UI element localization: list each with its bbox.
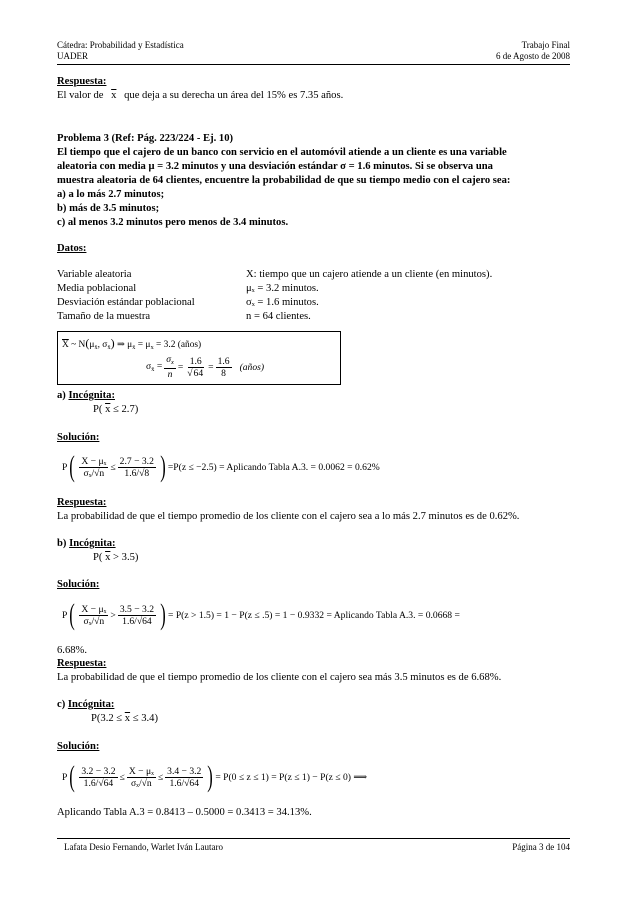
a-equation: P ( $\frac{\text{X − μₓ}}{\text{σₓ/√n}}$ ≤ $\frac{2.7 - 3.2}{1.6/√8}$ ) =P(z ≤ −2.5) = Aplicando Tabla A.3. = 0.0062 = 0.62%: [62, 450, 380, 483]
c-expr: [91, 712, 158, 725]
problema-line-4: a) a lo más 2.7 minutos;: [57, 189, 165, 200]
formula-anos: (años): [239, 361, 265, 373]
b-equation: P ( $\frac{\text{X − μₓ}}{\text{σₓ/√n}}$ > $\frac{3.5 - 3.2}{1.6/√64}$ ) = P(z > 1.5) = 1 − P(z ≤ .5) = 1 − 0.9332 = Aplicando Tabla A.3. = 0.0668 =: [62, 598, 460, 631]
b-respuesta-label: Respuesta:: [57, 658, 107, 669]
b-expr-c: > 3.5): [113, 552, 139, 563]
problema-line-5: b) más de 3.5 minutos;: [57, 203, 160, 214]
problema-line-3: muestra aleatoria de 64 clientes, encuentre la probabilidad de que su tiempo medio con el cajero sea:: [57, 175, 511, 186]
datos-label: Datos:: [57, 243, 87, 254]
datos-val-4: n = 64 clientes.: [246, 311, 311, 322]
respuesta-text-a: El valor de: [57, 90, 104, 101]
a-num2: 2.7 − 3.2: [119, 455, 154, 467]
b-num2: 3.5 − 3.2: [119, 603, 155, 615]
respuesta-text: [57, 89, 343, 102]
a-den2: 1.6/√8: [124, 467, 150, 479]
a-num1: X − μₓ: [81, 455, 107, 467]
b-expr: [93, 551, 138, 564]
header-right-line1: Trabajo Final: [521, 40, 570, 50]
a-le: ≤: [110, 461, 116, 473]
c-d3: 1.6/√64: [169, 777, 199, 789]
datos-key-4: Tamaño de la muestra: [57, 311, 151, 322]
footer-authors: Lafata Desio Fernando, Warlet Iván Lautaro: [64, 842, 224, 852]
header-left-line2: UADER: [57, 51, 88, 61]
b-cont: 6.68%.: [57, 645, 88, 656]
b-incognita: [57, 537, 116, 550]
b-expr-a: P(: [93, 552, 103, 563]
a-expr-c: ≤ 2.7): [113, 404, 139, 415]
b-result: = P(z > 1.5) = 1 − P(z ≤ .5) = 1 − 0.9332 = Aplicando Tabla A.3. = 0.0668 =: [168, 609, 460, 621]
datos-key-2: Media poblacional: [57, 283, 137, 294]
c-result: = P(0 ≤ z ≤ 1) = P(z ≤ 1) − P(z ≤ 0) ⟹: [215, 771, 368, 783]
c-expr-a: P(3.2 ≤: [91, 713, 123, 724]
b-inc-label: Incógnita:: [69, 538, 116, 549]
a-expr: [93, 403, 138, 416]
formula-num-2: 1.6: [217, 355, 230, 367]
formula-line-1: $\overline{X}$ ~ $N(\mu_{x̄}$, $\sigma_{x̄}$) ⇒ $\mu_{x̄} = \mu_x = 3.2$ (años): [62, 336, 202, 351]
header-right-line2: 6 de Agosto de 2008: [496, 51, 570, 61]
footer-page-number: Página 3 de 104: [512, 842, 570, 852]
formula-num-1: 1.6: [189, 355, 202, 367]
datos-val-2: μₓ = 3.2 minutos.: [246, 283, 319, 294]
formula-sqrt64: 64: [193, 367, 204, 379]
c-n1: 3.2 − 3.2: [81, 765, 116, 777]
datos-key-1: Variable aleatoria: [57, 269, 132, 280]
a-solucion-label: Solución:: [57, 432, 100, 443]
b-respuesta: La probabilidad de que el tiempo promedio de los cliente con el cajero sea más 3.5 minutos es de 6.68%.: [57, 672, 502, 683]
a-respuesta: La probabilidad de que el tiempo promedio de los cliente con el cajero sea a lo más 2.7 minutos es de 0.62%.: [57, 511, 520, 522]
c-expr-c: ≤ 3.4): [132, 713, 158, 724]
c-d2: σₓ/√n: [131, 777, 152, 789]
c-solucion-label: Solución:: [57, 741, 100, 752]
b-den1: σₓ/√n: [83, 615, 105, 627]
problema-line-1: El tiempo que el cajero de un banco con servicio en el automóvil atiende a un cliente es una variable: [57, 147, 507, 158]
c-d1: 1.6/√64: [83, 777, 114, 789]
b-label: b): [57, 538, 67, 549]
header-left-line1: Cátedra: Probabilidad y Estadística: [57, 40, 184, 50]
c-expr-b: $\overline{x}$: [124, 713, 131, 724]
respuesta-label: Respuesta:: [57, 76, 107, 87]
a-result: =P(z ≤ −2.5) = Aplicando Tabla A.3. = 0.0062 = 0.62%: [167, 461, 380, 473]
a-inc-label: Incógnita:: [68, 390, 115, 401]
c-final: Aplicando Tabla A.3 = 0.8413 – 0.5000 = 0.3413 = 34.13%.: [57, 807, 312, 818]
a-incognita: [57, 389, 115, 402]
datos-key-3: Desviación estándar poblacional: [57, 297, 195, 308]
c-inc-label: Incógnita:: [67, 699, 115, 710]
c-incognita: [57, 698, 114, 711]
c-label: c): [57, 699, 66, 710]
a-den1: σₓ/√n: [83, 467, 105, 479]
formula-line-2: $\sigma_{x̄}$ = $\frac{\sigma_x}{n}$ = $\frac{1.6}{√64}$ = $\frac{1.6}{8}$ (años): [146, 354, 265, 380]
b-num1: X − μₓ: [81, 603, 107, 615]
b-den2: 1.6/√64: [122, 615, 152, 627]
header-rule: [57, 64, 570, 65]
problema-title: Problema 3 (Ref: Pág. 223/224 - Ej. 10): [57, 133, 234, 144]
datos-val-3: σₓ = 1.6 minutos.: [246, 297, 319, 308]
c-equation: P ( $\frac{3.2 - 3.2}{1.6/√64}$ ≤ $\frac{\text{X − μₓ}}{\text{σₓ/√n}}$ ≤ $\frac{3.4 - 3.2}{1.6/√64}$ ) = P(0 ≤ z ≤ 1) = P(z ≤ 1) − P(z ≤ 0) ⟹: [62, 760, 368, 793]
formula-den-8: 8: [221, 367, 226, 379]
b-expr-b: $\overline{x}$: [105, 552, 111, 563]
datos-val-1: X: tiempo que un cajero atiende a un cliente (en minutos).: [246, 269, 493, 280]
a-expr-b: $\overline{x}$: [105, 404, 111, 415]
c-n3: 3.4 − 3.2: [167, 765, 202, 777]
respuesta-text-b: que deja a su derecha un área del 15% es 7.35 años.: [124, 90, 344, 101]
b-gt: >: [110, 609, 116, 621]
a-expr-a: P(: [93, 404, 103, 415]
c-n2: X − μₓ: [128, 765, 154, 777]
respuesta-var: $\overline{x}$: [111, 90, 117, 101]
problema-line-6: c) al menos 3.2 minutos pero menos de 3.4 minutos.: [57, 217, 289, 228]
a-respuesta-label: Respuesta:: [57, 497, 107, 508]
problema-line-2: aleatoria con media μ = 3.2 minutos y una desviación estándar σ = 1.6 minutos. Si se observa una: [57, 161, 493, 172]
b-solucion-label: Solución:: [57, 579, 100, 590]
footer-rule: [57, 838, 570, 839]
a-label: a): [57, 390, 66, 401]
